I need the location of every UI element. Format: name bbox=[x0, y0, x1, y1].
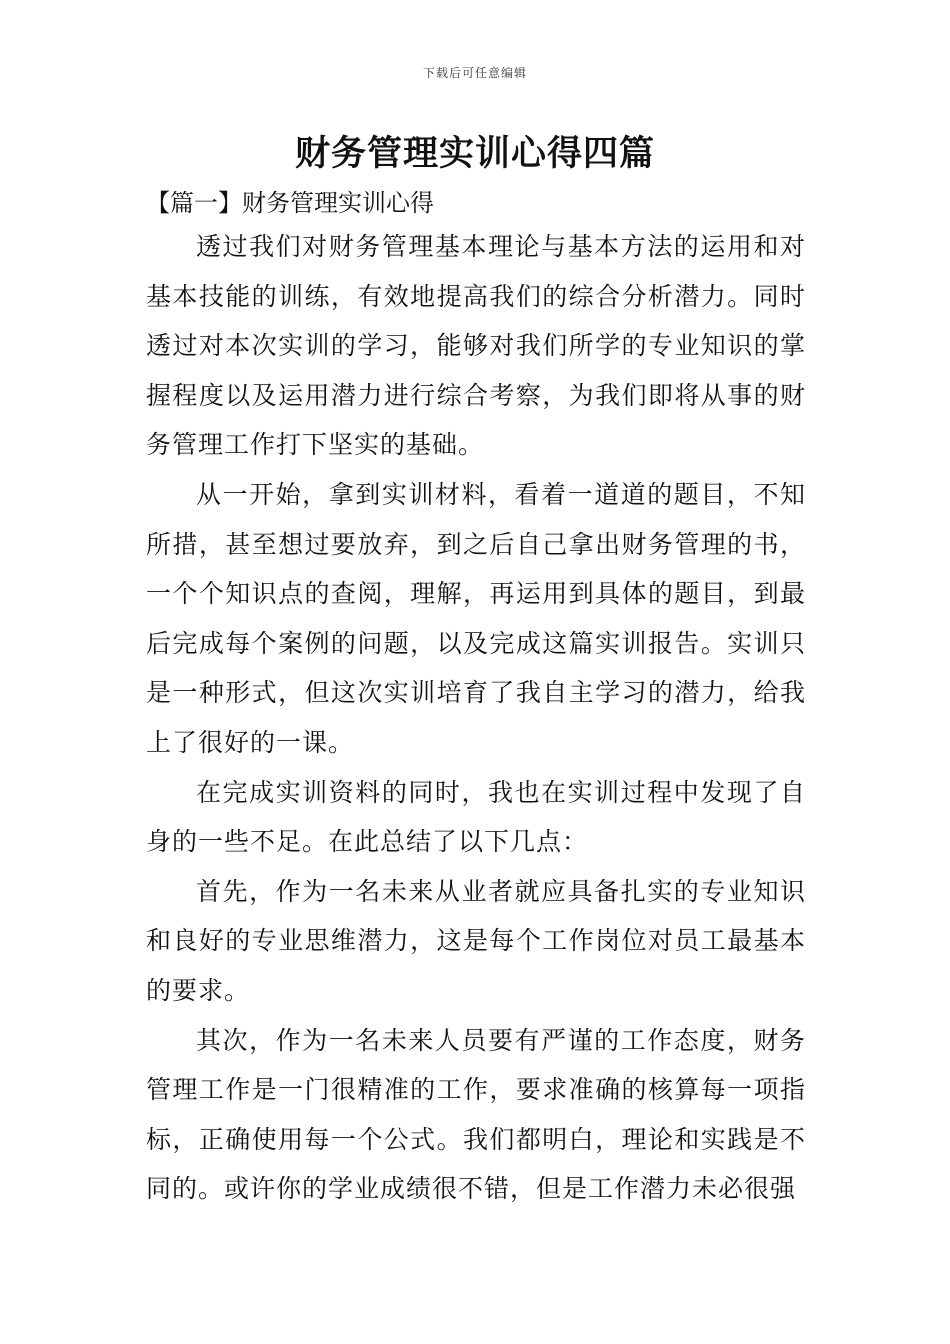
section-heading: 【篇一】财务管理实训心得 bbox=[146, 189, 434, 217]
paragraph-5: 其次，作为一名未来人员要有严谨的工作态度，财务管理工作是一门很精准的工作，要求准确的核算每一项指标，正确使用每一个公式。我们都明白，理论和实践是不同的。或许你的学业成绩很不错，但是工作潜力未必很强 bbox=[146, 1025, 806, 1204]
document-body bbox=[146, 222, 806, 1214]
paragraph-3: 在完成实训资料的同时，我也在实训过程中发现了自身的一些不足。在此总结了以下几点： bbox=[146, 777, 806, 857]
paragraph-2: 从一开始，拿到实训材料，看着一道道的题目，不知所措，甚至想过要放弃，到之后自己拿出财务管理的书，一个个知识点的查阅，理解，再运用到具体的题目，到最后完成每个案例的问题，以及完成这篇实训报告。实训只是一种形式，但这次实训培育了我自主学习的潜力，给我上了很好的一课。 bbox=[146, 479, 806, 757]
header-note: 下载后可任意编辑 bbox=[422, 66, 527, 80]
paragraph-1: 透过我们对财务管理基本理论与基本方法的运用和对基本技能的训练，有效地提高我们的综合分析潜力。同时透过对本次实训的学习，能够对我们所学的专业知识的掌握程度以及运用潜力进行综合考察，为我们即将从事的财务管理工作打下坚实的基础。 bbox=[146, 232, 806, 460]
paragraph-4: 首先，作为一名未来从业者就应具备扎实的专业知识和良好的专业思维潜力，这是每个工作岗位对员工最基本的要求。 bbox=[146, 876, 806, 1005]
document-title: 财务管理实训心得四篇 bbox=[294, 133, 655, 174]
